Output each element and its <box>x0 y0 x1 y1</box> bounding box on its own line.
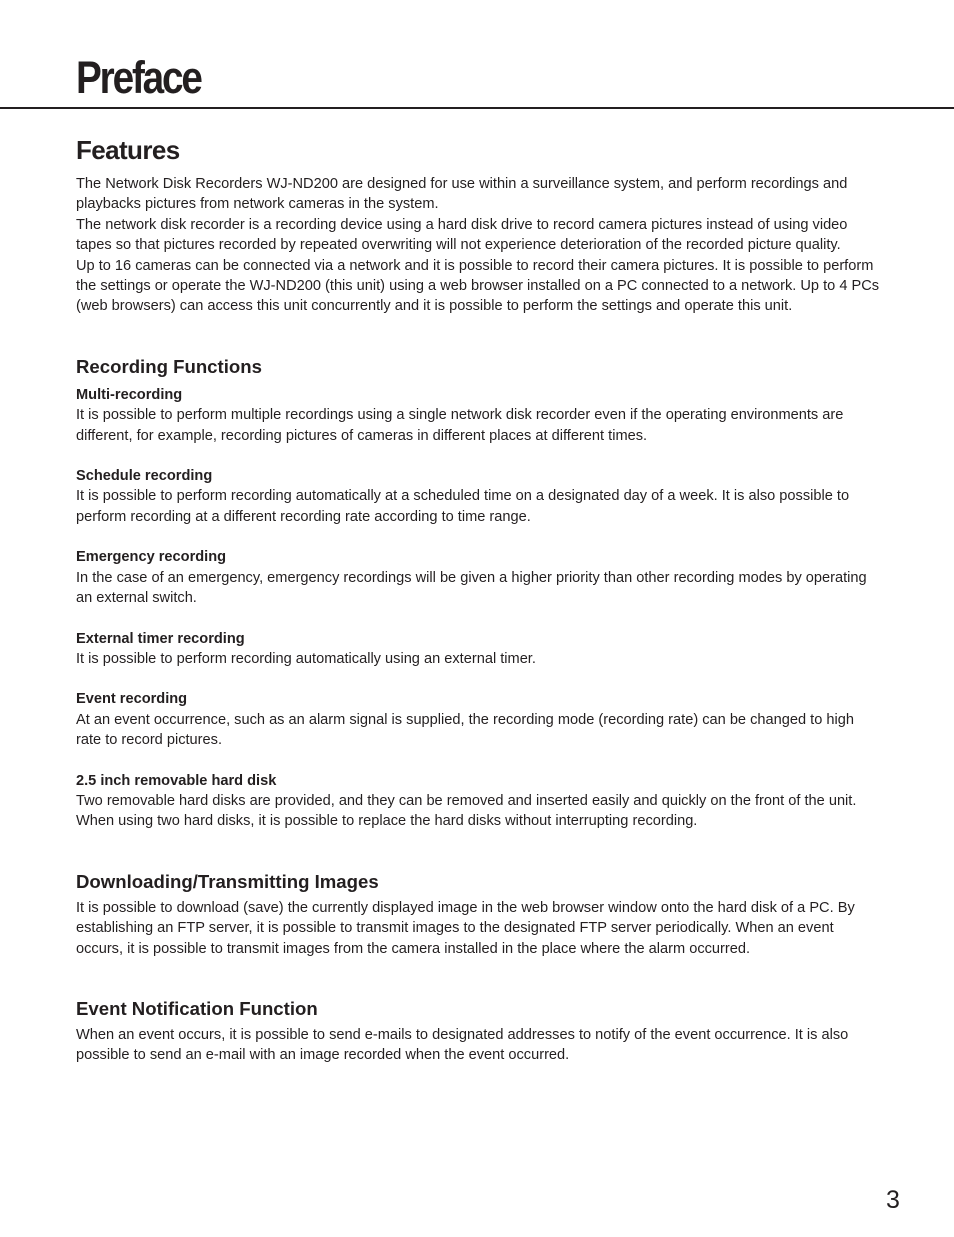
function-item-title: External timer recording <box>76 630 245 647</box>
function-item-event-recording <box>76 689 881 750</box>
event-notification-section <box>76 997 881 1066</box>
function-item-emergency-recording <box>76 547 881 608</box>
function-item-text: Two removable hard disks are provided, and they can be removed and inserted easily and quickly on the front of the unit. <box>76 792 857 809</box>
features-paragraph: Up to 16 cameras can be connected via a network and it is possible to record their camera pictures. It is possible to perform the settings or operate the WJ-ND200 (this unit) using a web browser installed on a PC connected to a network. Up to 4 PCs (web browsers) can access this unit concurrently and it is possible to perform the settings and operate this unit. <box>76 257 880 315</box>
function-item-title: Multi-recording <box>76 386 183 403</box>
event-notification-heading: Event Notification Function <box>76 997 318 1019</box>
event-notification-text: When an event occurs, it is possible to send e-mails to designated addresses to notify of the event occurrence. It is also possible to send an e-mail with an image recorded when the event occurred. <box>76 1026 849 1064</box>
recording-functions-section <box>76 355 881 832</box>
function-item-external-timer-recording <box>76 629 881 670</box>
page-title: Preface <box>76 52 201 103</box>
page-number: 3 <box>886 1186 900 1214</box>
function-item-text: At an event occurrence, such as an alarm signal is supplied, the recording mode (recording rate) can be changed to high rate to record pictures. <box>76 711 854 749</box>
function-item-schedule-recording <box>76 466 881 527</box>
function-item-text: It is possible to perform recording automatically using an external timer. <box>76 650 536 667</box>
downloading-text: It is possible to download (save) the currently displayed image in the web browser window onto the hard disk of a PC. By establishing an FTP server, it is possible to transmit images to the designated FTP server periodically. When an event occurs, it is possible to transmit images from the camera installed in the place where the alarm occurred. <box>76 899 855 957</box>
features-body <box>76 174 881 317</box>
function-item-multi-recording <box>76 385 881 446</box>
function-item-text: It is possible to perform multiple recordings using a single network disk recorder even if the operating environments are different, for example, recording pictures of cameras in different places at different times. <box>76 407 844 444</box>
features-paragraph: The network disk recorder is a recording device using a hard disk drive to record camera pictures instead of using video tapes so that pictures recorded by repeated overwriting will not experience deterioration of the recorded picture quality. <box>76 216 848 254</box>
function-item-text: When using two hard disks, it is possible to replace the hard disks without interrupting recording. <box>76 813 698 830</box>
recording-functions-heading: Recording Functions <box>76 355 262 377</box>
downloading-section <box>76 870 881 959</box>
function-item-title: 2.5 inch removable hard disk <box>76 772 277 789</box>
function-item-title: Schedule recording <box>76 468 213 485</box>
title-divider <box>0 107 954 109</box>
features-heading: Features <box>76 135 180 165</box>
page-content <box>76 132 881 1066</box>
function-item-title: Event recording <box>76 691 188 708</box>
function-item-title: Emergency recording <box>76 549 227 566</box>
features-paragraph: The Network Disk Recorders WJ-ND200 are designed for use within a surveillance system, and perform recordings and playbacks pictures from network cameras in the system. <box>76 176 848 213</box>
function-item-text: It is possible to perform recording automatically at a scheduled time on a designated day of a week. It is also possible to perform recording at a different recording rate according to time range. <box>76 488 850 525</box>
downloading-heading: Downloading/Transmitting Images <box>76 870 379 892</box>
function-item-removable-hard-disk <box>76 771 881 832</box>
function-item-text: In the case of an emergency, emergency recordings will be given a higher priority than other recording modes by operating an external switch. <box>76 569 867 607</box>
